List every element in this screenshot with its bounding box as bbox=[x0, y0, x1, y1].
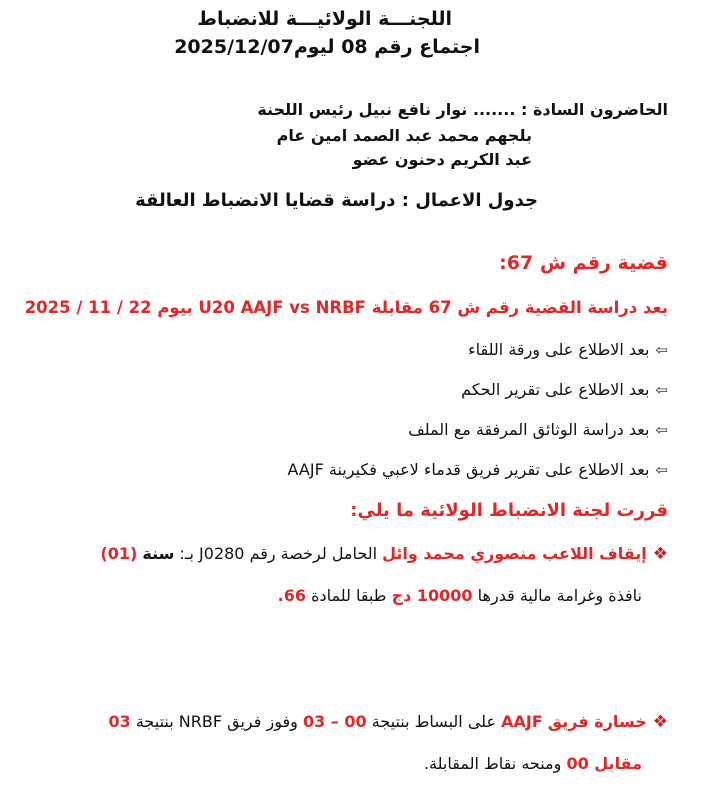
attendees-line1 bbox=[257, 100, 668, 119]
attendees-line2 bbox=[277, 126, 532, 145]
arrow-left-icon: ⇦ bbox=[655, 421, 668, 439]
consideration-3 bbox=[408, 420, 668, 439]
consideration-4 bbox=[288, 460, 668, 479]
meeting-date: 2025/12/07 bbox=[174, 36, 294, 58]
fine-prefix: نافذة وغرامة مالية قدرها bbox=[477, 586, 642, 605]
arrow-left-icon: ⇦ bbox=[655, 381, 668, 399]
decision-item1-line2 bbox=[278, 586, 642, 605]
attendees-line3 bbox=[353, 150, 532, 169]
agenda-value: دراسة قضايا الانضباط العالقة bbox=[135, 190, 396, 211]
attendee-member: عبد الكريم دحنون عضو bbox=[352, 150, 532, 169]
decision-item2-line2 bbox=[424, 754, 642, 773]
losing-team: AAJF bbox=[501, 712, 543, 731]
consideration-2 bbox=[461, 380, 668, 399]
winner-score-rest: مقابل 00 bbox=[566, 754, 642, 773]
meeting-line bbox=[174, 36, 480, 58]
agenda-line bbox=[135, 190, 538, 211]
match-date: 2025 / 11 / 22 bbox=[24, 298, 152, 317]
forfeit-score: 03 – 00 bbox=[302, 712, 367, 731]
agenda-label: جدول الاعمال : bbox=[401, 190, 538, 211]
article-number: 66. bbox=[277, 586, 306, 605]
diamond-bullet-icon: ❖ bbox=[652, 544, 668, 564]
meeting-day-word: ليوم bbox=[293, 36, 335, 58]
license-text: الحامل لرخصة رقم J0280 بـ: bbox=[179, 544, 378, 563]
committee-title bbox=[197, 8, 452, 30]
consideration-text: بعد الاطلاع على تقرير فريق قدماء لاعبي فكيرينة AAJF bbox=[287, 460, 650, 479]
duration-word: سنة bbox=[142, 544, 175, 563]
consideration-text: بعد الاطلاع على ورقة اللقاء bbox=[468, 340, 650, 359]
forfeit-text: على البساط بنتيجة bbox=[371, 712, 496, 731]
consideration-text: بعد الاطلاع على تقرير الحكم bbox=[461, 380, 650, 399]
committee-name: اللجنـــة الولائيـــة للانضباط bbox=[197, 8, 452, 30]
match-day-word: بيوم bbox=[157, 298, 193, 317]
loss-label: خسارة فريق bbox=[547, 712, 647, 731]
attendees-label: الحاضرون السادة : ....... bbox=[472, 100, 668, 119]
arrow-left-icon: ⇦ bbox=[655, 461, 668, 479]
match-teams: U20 AAJF vs NRBF bbox=[198, 298, 366, 317]
attendee-secretary: بلجهم محمد عبد الصمد امين عام bbox=[276, 126, 532, 145]
decision-item1-line1 bbox=[100, 544, 668, 564]
fine-amount: 10000 دج bbox=[391, 586, 473, 605]
meeting-number: 08 bbox=[341, 36, 368, 58]
consideration-text: بعد دراسة الوثائق المرفقة مع الملف bbox=[408, 420, 650, 439]
decision-title bbox=[350, 500, 668, 521]
decision-heading: قررت لجنة الانضباط الولائية ما يلي: bbox=[350, 500, 668, 521]
case-title bbox=[499, 252, 668, 274]
consideration-1 bbox=[468, 340, 668, 359]
arrow-left-icon: ⇦ bbox=[655, 341, 668, 359]
decision-item2-line1 bbox=[108, 712, 668, 732]
diamond-bullet-icon: ❖ bbox=[652, 712, 668, 732]
case-number: قضية رقم ش 67: bbox=[499, 252, 668, 274]
case-intro bbox=[25, 298, 668, 317]
winner-score: 03 bbox=[108, 712, 131, 731]
suspended-player: إيقاف اللاعب منصوري محمد وائل bbox=[382, 544, 647, 563]
points-awarded: ومنحه نقاط المقابلة. bbox=[423, 754, 562, 773]
winner-text: وفوز فريق NRBF بنتيجة bbox=[135, 712, 298, 731]
duration-value: (01) bbox=[100, 544, 138, 563]
meeting-prefix: اجتماع رقم bbox=[374, 36, 480, 58]
case-intro-prefix: بعد دراسة القضية رقم ش 67 مقابلة bbox=[371, 298, 668, 317]
article-prefix: طبقا للمادة bbox=[311, 586, 387, 605]
attendee-president: نوار نافع نبيل رئيس اللحنة bbox=[257, 100, 468, 119]
